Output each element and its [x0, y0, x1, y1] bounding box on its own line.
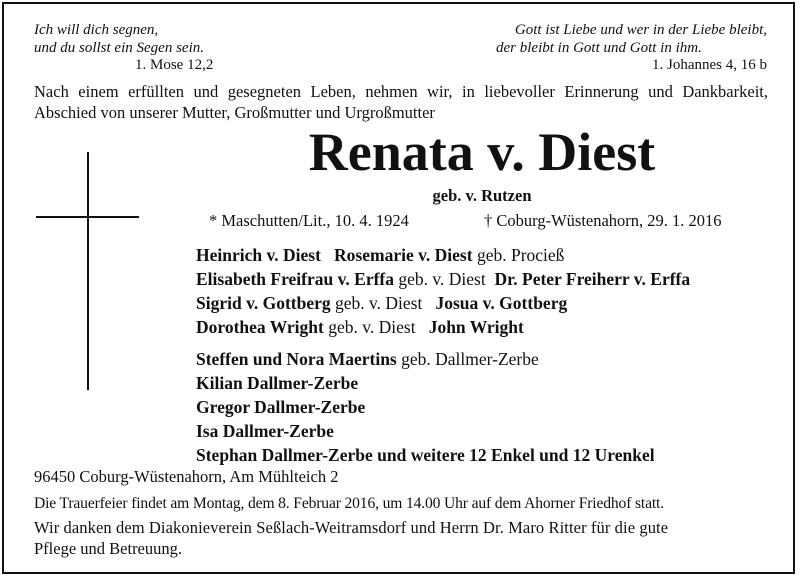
deceased-name [0, 122, 800, 182]
family-member: John Wright [428, 317, 524, 337]
family-member-note: geb. Dallmer-Zerbe [401, 349, 539, 369]
cross-icon-bar [36, 216, 139, 218]
thanks-line-1: Wir danken dem Diakonieverein Seßlach-Weitramsdorf und Herrn Dr. Maro Ritter für die gute [34, 518, 669, 537]
verse-left-reference: 1. Mose 12,2 [135, 57, 214, 73]
family-member: Josua v. Gottberg [435, 293, 568, 313]
family-row-7 [196, 395, 365, 419]
family-member: Rosemarie v. Diest [334, 245, 473, 265]
family-member-note: geb. v. Diest [328, 317, 416, 337]
family-row-6 [196, 371, 358, 395]
family-member: Stephan Dallmer-Zerbe und weitere 12 Enkel und 12 Urenkel [196, 445, 655, 465]
family-row-9 [196, 443, 655, 467]
cross-icon [87, 152, 89, 390]
verse-right-line-1: Gott ist Liebe und wer in der Liebe bleibt, [514, 22, 767, 38]
maiden-name [0, 186, 800, 206]
family-member: Dr. Peter Freiherr v. Erffa [494, 269, 691, 289]
verse-right-reference: 1. Johannes 4, 16 b [652, 57, 767, 73]
deceased-name-text: Renata v. Diest [308, 122, 656, 182]
family-member: Sigrid v. Gottberg [196, 293, 331, 313]
verse-left-line-1: Ich will dich segnen, [34, 22, 159, 38]
death-info: † Coburg-Wüstenahorn, 29. 1. 2016 [484, 211, 722, 230]
family-member: Isa Dallmer-Zerbe [196, 421, 334, 441]
birth-info: * Maschutten/Lit., 10. 4. 1924 [209, 211, 409, 230]
family-member: Gregor Dallmer-Zerbe [196, 397, 366, 417]
thanks-line-2: Pflege und Betreuung. [34, 539, 183, 558]
family-member: Dorothea Wright [196, 317, 324, 337]
family-member: Heinrich v. Diest [196, 245, 321, 265]
intro-text: Nach einem erfüllten und gesegneten Leben, nehmen wir, in liebevoller Erinnerung und Dankbarkeit, Abschied von unserer Mutter, Großmutter und Urgroßmutter [34, 82, 768, 122]
address: 96450 Coburg-Wüstenahorn, Am Mühlteich 2 [34, 467, 339, 486]
family-row-5 [196, 347, 539, 371]
funeral-info: Die Trauerfeier findet am Montag, dem 8. Februar 2016, um 14.00 Uhr auf dem Ahorner Friedhof statt. [34, 495, 664, 512]
family-member: Elisabeth Freifrau v. Erffa [196, 269, 394, 289]
family-member-note: geb. v. Diest [335, 293, 423, 313]
verse-right-line-2: der bleibt in Gott und Gott in ihm. [496, 40, 702, 56]
family-row-2 [196, 267, 690, 291]
family-row-4 [196, 315, 524, 339]
family-member-note: geb. v. Diest [398, 269, 486, 289]
maiden-name-text: geb. v. Rutzen [432, 186, 532, 205]
family-member-note: geb. Procieß [476, 245, 565, 265]
family-row-8 [196, 419, 334, 443]
family-row-1 [196, 243, 564, 267]
family-member: Steffen und Nora Maertins [196, 349, 397, 369]
verse-left-line-2: und du sollst ein Segen sein. [34, 40, 204, 56]
family-member: Kilian Dallmer-Zerbe [196, 373, 359, 393]
family-row-3 [196, 291, 567, 315]
